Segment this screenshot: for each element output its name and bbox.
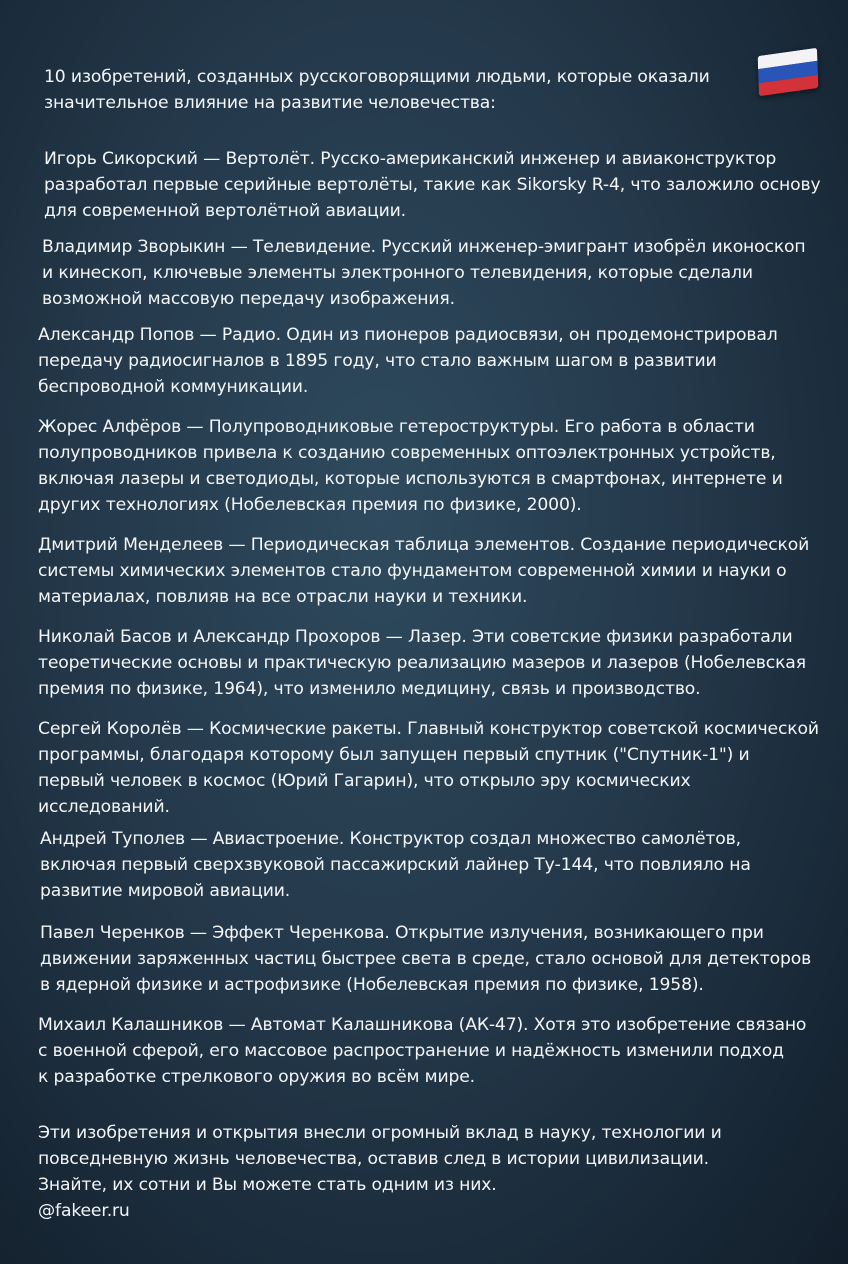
invention-item-cherenkov: Павел Черенков — Эффект Черенкова. Открытие излучения, возникающего при движении заряженных частиц быстрее света в среде, стало основой для детекторов в ядерной физике и астрофизике (Нобелевская премия по физике, 1958). (40, 923, 812, 995)
invention-item-popov: Александр Попов — Радио. Один из пионеров радиосвязи, он продемонстрировал передачу радиосигналов в 1895 году, что стало важным шагом в развитии беспроводной коммуникации. (38, 325, 778, 397)
invention-item-sikorsky: Игорь Сикорский — Вертолёт. Русско-американский инженер и авиаконструктор разработал первые серийные вертолёты, такие как Sikorsky R-4, что заложило основу для современной вертолётной авиации. (44, 149, 821, 221)
invention-item-basov-prokhorov: Николай Басов и Александр Прохоров — Лазер. Эти советские физики разработали теоретические основы и практическую реализацию мазеров и лазеров (Нобелевская премия по физике, 1964), что изменило медицину, связь и производство. (38, 627, 806, 699)
invention-item-kalashnikov: Михаил Калашников — Автомат Калашникова (АК-47). Хотя это изобретение связано с военной сферой, его массовое распространение и надёжность изменили подход к разработке стрелкового оружия во всём мире. (38, 1015, 807, 1087)
invention-item-korolev: Сергей Королёв — Космические ракеты. Главный конструктор советской космической программы, благодаря которому был запущен первый спутник ("Спутник-1") и первый человек в космос (Юрий Гагарин), что открыло эру космических исследований. (38, 719, 819, 817)
invention-item-mendeleev: Дмитрий Менделеев — Периодическая таблица элементов. Создание периодической системы химических элементов стало фундаментом современной химии и науки о материалах, повлияв на все отрасли науки и техники. (38, 535, 810, 607)
russian-flag-icon (758, 48, 819, 97)
invention-item-tupolev: Андрей Туполев — Авиастроение. Конструктор создал множество самолётов, включая первый сверхзвуковой пассажирский лайнер Ту-144, что повлияло на развитие мировой авиации. (40, 829, 751, 901)
author-handle: @fakeer.ru (38, 1201, 130, 1221)
outro-text: Эти изобретения и открытия внесли огромный вклад в науку, технологии и повседневную жизнь человечества, оставив след в истории цивилизации. Знайте, их сотни и Вы можете стать одним из них. (38, 1123, 722, 1195)
intro-text: 10 изобретений, созданных русскоговорящими людьми, которые оказали значительное влияние на развитие человечества: (44, 67, 710, 113)
invention-item-zworykin: Владимир Зворыкин — Телевидение. Русский инженер-эмигрант изобрёл иконоскоп и кинескоп, ключевые элементы электронного телевидения, которые сделали возможной массовую передачу изображения. (42, 237, 806, 309)
invention-item-alferov: Жорес Алфёров — Полупроводниковые гетероструктуры. Его работа в области полупроводников привела к созданию современных оптоэлектронных устройств, включая лазеры и светодиоды, которые используются в смартфонах, интернете и других технологиях (Нобелевская премия по физике, 2000). (38, 417, 783, 515)
